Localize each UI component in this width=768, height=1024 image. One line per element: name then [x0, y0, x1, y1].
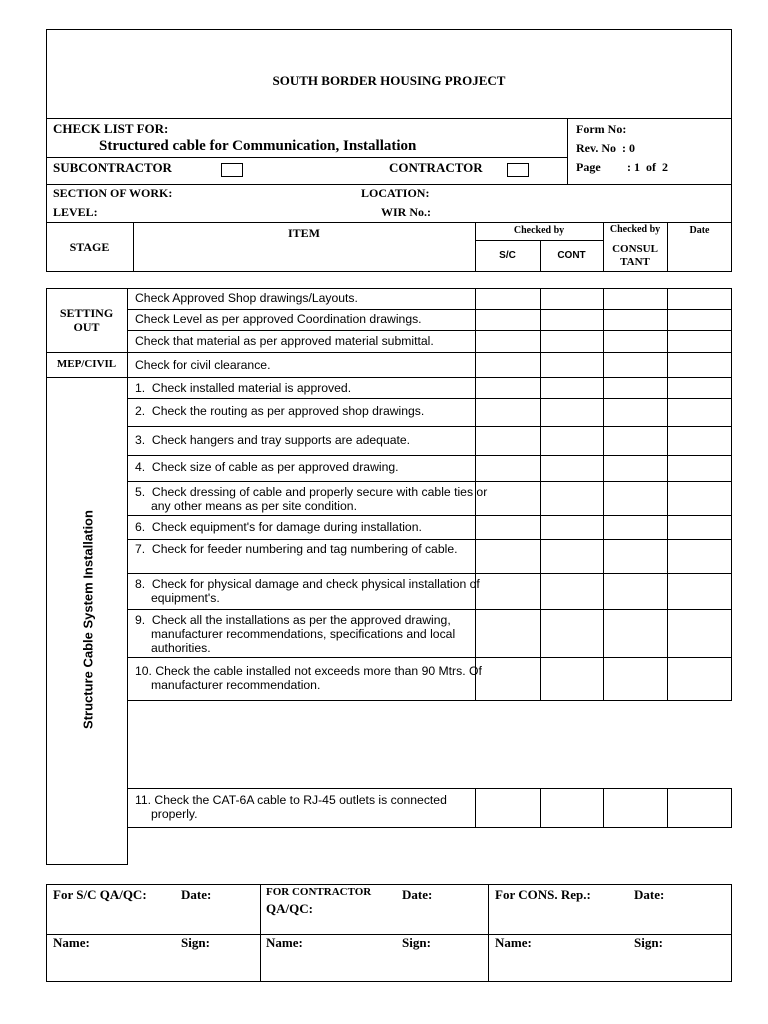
row-line — [127, 330, 732, 331]
list-item: Check that material as per approved material submittal. — [135, 334, 434, 348]
list-item: 10. Check the cable installed not exceeds more than 90 Mtrs. Of manufacturer recommendation. — [135, 664, 486, 692]
divider — [540, 288, 541, 700]
stage-installation: Structure Cable System Installation — [80, 510, 96, 729]
column-item: ITEM — [287, 226, 320, 240]
subcontractor-checkbox[interactable] — [221, 163, 243, 177]
row-line — [127, 657, 732, 658]
list-item: 9. Check all the installations as per the approved drawing, manufacturer recommendations, specifications and local authorities. — [135, 613, 459, 655]
list-item: 3. Check hangers and tray supports are adequate. — [135, 433, 411, 447]
column-consultant-1: CONSUL — [612, 243, 658, 255]
divider — [667, 788, 668, 827]
divider — [667, 288, 668, 700]
list-item: Check Level as per approved Coordination drawings. — [135, 312, 422, 326]
checklist-for-label: CHECK LIST FOR: — [53, 121, 169, 136]
contractor-label: CONTRACTOR — [389, 160, 483, 175]
divider — [603, 288, 604, 700]
divider — [731, 288, 732, 700]
checklist-subject: Structured cable for Communication, Installation — [99, 138, 417, 154]
row-line — [127, 426, 732, 427]
list-item: 7. Check for feeder numbering and tag numbering of cable. — [135, 542, 458, 556]
project-title: SOUTH BORDER HOUSING PROJECT — [272, 73, 506, 88]
divider — [46, 934, 732, 935]
location-label: LOCATION: — [361, 186, 430, 200]
row-line — [46, 352, 732, 353]
divider — [731, 788, 732, 827]
list-item: Check for civil clearance. — [135, 358, 271, 372]
list-item: 2. Check the routing as per approved shop drawings. — [135, 404, 425, 418]
divider — [260, 884, 261, 982]
page-value: : 1 of 2 — [627, 160, 668, 174]
divider — [603, 788, 604, 827]
cons-sign-label: Sign: — [634, 935, 663, 950]
rev-no: Rev. No : 0 — [576, 141, 635, 155]
row-line — [127, 539, 732, 540]
row-line — [127, 788, 732, 789]
column-sc: S/C — [499, 250, 516, 261]
cons-name-label: Name: — [495, 935, 532, 950]
divider — [46, 222, 732, 223]
contractor-qaqc-label-1: FOR CONTRACTOR — [266, 886, 372, 898]
cons-date-label: Date: — [634, 887, 665, 902]
row-line — [127, 455, 732, 456]
contractor-date-label: Date: — [402, 887, 433, 902]
cons-rep-label: For CONS. Rep.: — [495, 887, 591, 902]
stage-mep-civil: MEP/CIVIL — [56, 358, 117, 370]
contractor-sign-label: Sign: — [402, 935, 431, 950]
column-cont: CONT — [557, 250, 586, 261]
sc-name-label: Name: — [53, 935, 90, 950]
stage-divider — [127, 288, 128, 864]
list-item: Check Approved Shop drawings/Layouts. — [135, 291, 358, 305]
column-date: Date — [689, 225, 710, 236]
table-top — [46, 288, 732, 289]
section-of-work-label: SECTION OF WORK: — [53, 186, 173, 200]
divider — [488, 884, 489, 982]
stage-setting-out-2: OUT — [73, 320, 100, 334]
contractor-name-label: Name: — [266, 935, 303, 950]
column-checked-by-consultant: Checked by — [609, 224, 661, 235]
wir-no-label: WIR No.: — [381, 205, 431, 219]
row-line — [127, 481, 732, 482]
divider — [475, 240, 603, 241]
table-left — [46, 288, 47, 864]
list-item: 11. Check the CAT-6A cable to RJ-45 outlets is connected properly. — [135, 793, 451, 821]
form-no: Form No: — [576, 122, 627, 136]
contractor-checkbox[interactable] — [507, 163, 529, 177]
row-line — [127, 700, 732, 701]
page-label: Page — [576, 160, 601, 174]
row-line — [127, 309, 732, 310]
row-line — [127, 827, 732, 828]
column-stage: STAGE — [69, 240, 110, 254]
subcontractor-label: SUBCONTRACTOR — [53, 160, 172, 175]
row-line — [127, 515, 732, 516]
contractor-qaqc-label-2: QA/QC: — [266, 901, 313, 916]
divider — [46, 157, 567, 158]
row-line — [127, 573, 732, 574]
list-item: 6. Check equipment's for damage during installation. — [135, 520, 422, 534]
list-item: 1. Check installed material is approved. — [135, 381, 352, 395]
list-item: 4. Check size of cable as per approved drawing. — [135, 460, 399, 474]
column-consultant-2: TANT — [620, 256, 650, 268]
level-label: LEVEL: — [53, 205, 98, 219]
sc-sign-label: Sign: — [181, 935, 210, 950]
table-bottom — [46, 864, 128, 865]
divider — [46, 184, 732, 185]
divider — [567, 118, 568, 184]
column-checked-by: Checked by — [513, 225, 565, 236]
sc-date-label: Date: — [181, 887, 212, 902]
list-item: 8. Check for physical damage and check physical installation of equipment's. — [135, 577, 484, 605]
signoff-frame — [46, 884, 732, 982]
divider — [46, 118, 732, 119]
divider — [540, 788, 541, 827]
row-line — [46, 377, 732, 378]
list-item: 5. Check dressing of cable and properly secure with cable ties or any other means as per site condition. — [135, 485, 491, 513]
row-line — [127, 609, 732, 610]
sc-qaqc-label: For S/C QA/QC: — [53, 887, 147, 902]
row-line — [127, 398, 732, 399]
stage-setting-out-1: SETTING — [59, 306, 114, 320]
